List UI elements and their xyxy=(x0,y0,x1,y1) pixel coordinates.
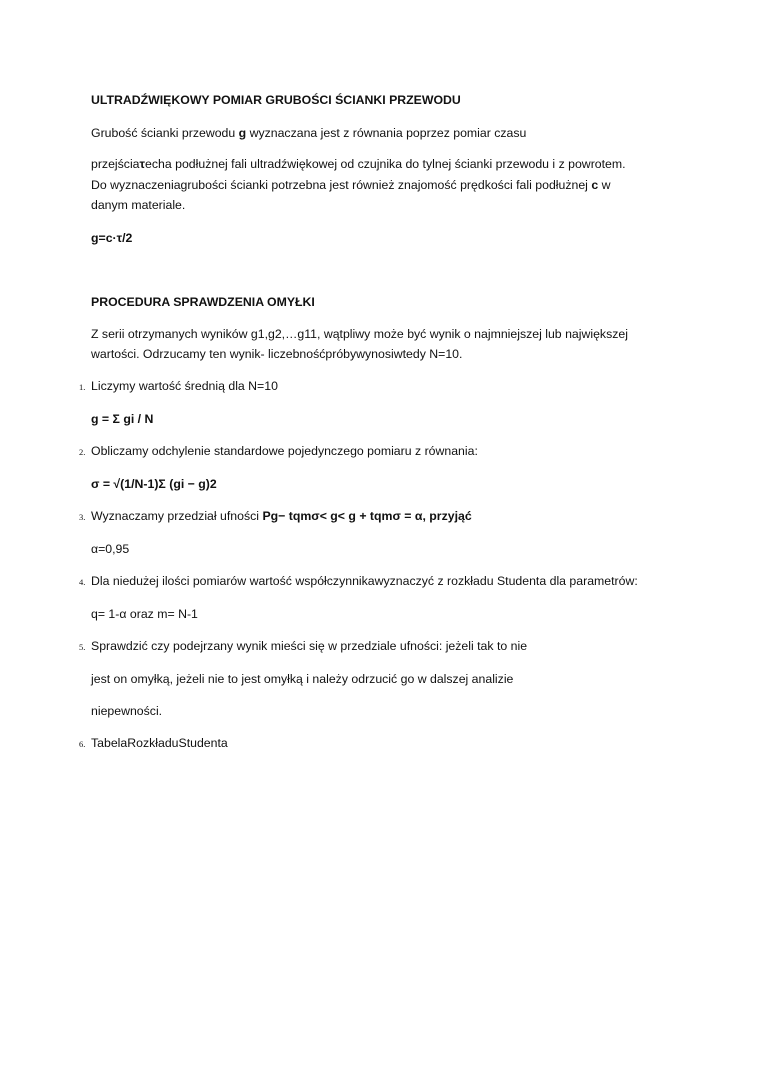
list-number-2: 2. xyxy=(79,447,86,457)
paragraph-echo-line2 xyxy=(91,178,610,192)
list-item-6: TabelaRozkładuStudenta xyxy=(91,736,228,750)
formula-mean: g = Σ gi / N xyxy=(91,412,154,426)
echo-text-b: echa podłużnej fali ultradźwiękowej od czujnika do tylnej ścianki przewodu i z powrotem. xyxy=(145,157,626,171)
paragraph-echo-line1 xyxy=(91,157,626,171)
list-item-2: Obliczamy odchylenie standardowe pojedynczego pomiaru z równania: xyxy=(91,444,478,458)
list-item-5: Sprawdzić czy podejrzany wynik mieści się w przedziale ufności: jeżeli tak to nie xyxy=(91,639,528,653)
list-item-3-text: Wyznaczamy przedział ufności xyxy=(91,509,263,523)
list-number-6: 6. xyxy=(79,739,86,749)
echo-line2-a: Do wyznaczeniagrubości ścianki potrzebna jest również znajomość prędkości fali podłużnej xyxy=(91,178,592,192)
list-item-5-continuation-2: niepewności. xyxy=(91,704,163,718)
symbol-c: c xyxy=(591,178,599,192)
paragraph-intro xyxy=(91,126,526,140)
echo-line2-b: w xyxy=(598,178,611,192)
symbol-g: g xyxy=(238,126,247,140)
list-number-5: 5. xyxy=(79,642,86,652)
symbol-tau: τ xyxy=(139,157,146,171)
list-item-5-continuation-1: jest on omyłką, jeżeli nie to jest omyłką i należy odrzucić go w dalszej analizie xyxy=(91,672,514,686)
list-item-3 xyxy=(91,509,472,523)
section-title-ultrasonic: ULTRADŹWIĘKOWY POMIAR GRUBOŚCI ŚCIANKI PRZEWODU xyxy=(91,93,461,107)
alpha-value: α=0,95 xyxy=(91,542,130,556)
list-item-4: Dla niedużej ilości pomiarów wartość współczynnikawyznaczyć z rozkładu Studenta dla parametrów: xyxy=(91,574,638,588)
list-number-3: 3. xyxy=(79,512,86,522)
confidence-interval-formula: Pg− tqmσ< g< g + tqmσ = α, przyjąć xyxy=(262,509,472,523)
paragraph-series-line2: wartości. Odrzucamy ten wynik- liczebnośćpróbywynosiwtedy N=10. xyxy=(91,347,463,361)
intro-text-b: wyznaczana jest z równania poprzez pomiar czasu xyxy=(246,126,527,140)
section-title-procedure: PROCEDURA SPRAWDZENIA OMYŁKI xyxy=(91,295,315,309)
paragraph-echo-line3: danym materiale. xyxy=(91,198,186,212)
echo-text-a: przejścia xyxy=(91,157,140,171)
intro-text-a: Grubość ścianki przewodu xyxy=(91,126,239,140)
list-item-1: Liczymy wartość średnią dla N=10 xyxy=(91,379,278,393)
list-number-1: 1. xyxy=(79,382,86,392)
formula-thickness: g=c·τ/2 xyxy=(91,231,133,245)
list-number-4: 4. xyxy=(79,577,86,587)
paragraph-series-line1: Z serii otrzymanych wyników g1,g2,…g11, wątpliwy może być wynik o najmniejszej lub największej xyxy=(91,327,628,341)
formula-std-dev: σ = √(1/N-1)Σ (gi − g)2 xyxy=(91,477,217,491)
parameters-line: q= 1-α oraz m= N-1 xyxy=(91,607,198,621)
